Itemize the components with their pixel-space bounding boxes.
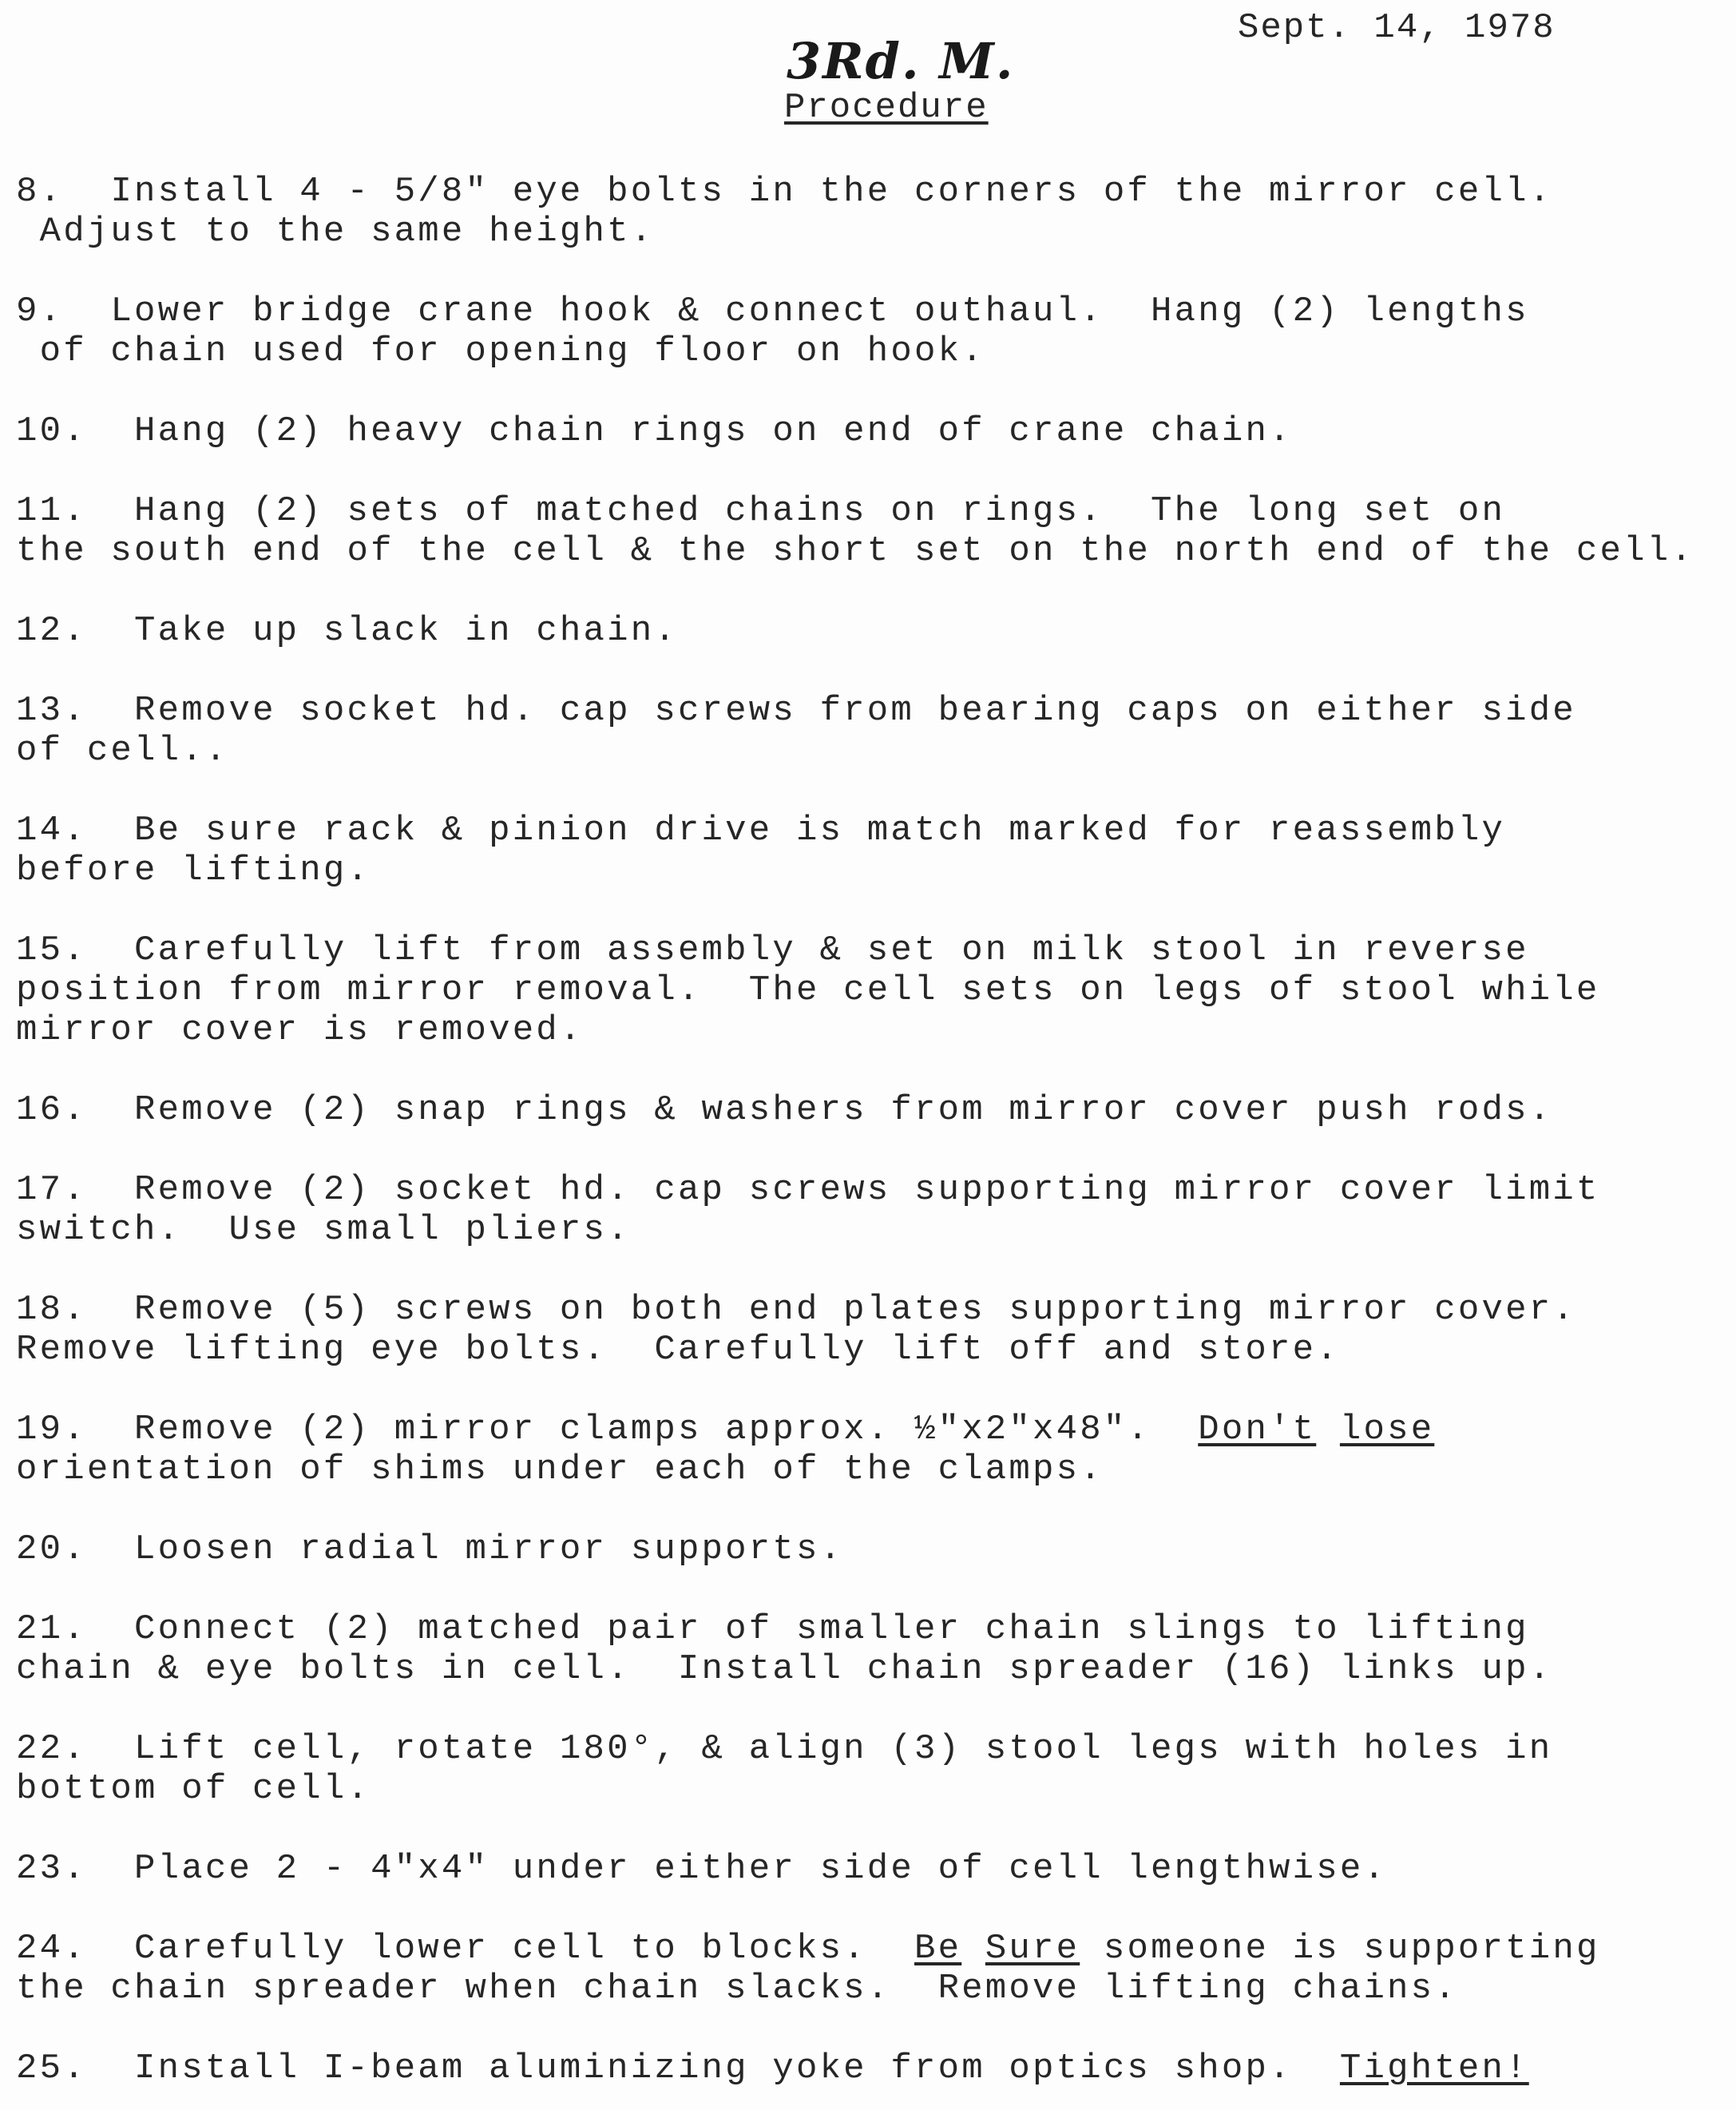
step-number: 22. [16, 1729, 87, 1769]
underlined-text: Tighten! [1339, 2049, 1529, 2088]
step-9 [16, 292, 1717, 371]
step-text: Hang (2) heavy chain rings on end of crane chain. [134, 411, 1293, 451]
step-text: Install I-beam aluminizing yoke from optics shop. [134, 2049, 1293, 2088]
step-text: Connect (2) matched pair of smaller chain slings to lifting [134, 1609, 1529, 1649]
step-number: 17. [16, 1170, 87, 1210]
step-text: Lift cell, rotate 180°, & align (3) stool legs with holes in [134, 1729, 1553, 1769]
step-number: 21. [16, 1609, 87, 1649]
step-text: Hang (2) sets of matched chains on rings. The long set on [134, 491, 1506, 531]
step-text: Loosen radial mirror supports. [134, 1529, 844, 1569]
step-text: Remove lifting eye bolts. Carefully lift off and store. [16, 1330, 1340, 1370]
step-number: 13. [16, 691, 87, 731]
underlined-text: Don't [1198, 1410, 1317, 1450]
step-text: before lifting. [16, 851, 371, 890]
step-number: 9. [16, 292, 64, 331]
step-text: Remove (2) socket hd. cap screws supporting mirror cover limit [134, 1170, 1600, 1210]
step-18 [16, 1290, 1717, 1370]
step-number: 19. [16, 1410, 87, 1450]
step-17 [16, 1170, 1717, 1250]
step-text: Remove socket hd. cap screws from bearing caps on either side [134, 691, 1576, 731]
step-text: mirror cover is removed. [16, 1010, 584, 1050]
step-24 [16, 1929, 1717, 2009]
step-12 [16, 611, 1717, 651]
step-number: 11. [16, 491, 87, 531]
step-text: Carefully lower cell to blocks. [134, 1929, 867, 1969]
step-text: the south end of the cell & the short set on the north end of the cell. [16, 531, 1694, 571]
step-text: Remove (2) snap rings & washers from mirror cover push rods. [134, 1090, 1553, 1130]
step-text: of cell.. [16, 731, 229, 771]
step-text: Be sure rack & pinion drive is match marked for reassembly [134, 811, 1506, 851]
step-number: 24. [16, 1929, 87, 1969]
step-text: Remove (2) mirror clamps approx. ½"x2"x48". [134, 1410, 1151, 1450]
step-text: Remove (5) screws on both end plates supporting mirror cover. [134, 1290, 1576, 1330]
step-number: 18. [16, 1290, 87, 1330]
step-text: Install 4 - 5/8" eye bolts in the corners of the mirror cell. [110, 172, 1553, 212]
step-text: the chain spreader when chain slacks. Remove lifting chains. [16, 1969, 1458, 2009]
step-text: Place 2 - 4"x4" under either side of cell lengthwise. [134, 1849, 1388, 1889]
step-8 [16, 172, 1717, 252]
step-number: 8. [16, 172, 64, 212]
step-16 [16, 1090, 1717, 1130]
step-text: someone is supporting [1103, 1929, 1600, 1969]
step-number: 15. [16, 930, 87, 970]
step-number: 20. [16, 1529, 87, 1569]
step-text: Lower bridge crane hook & connect outhaul. Hang (2) lengths [110, 292, 1529, 331]
step-number: 14. [16, 811, 87, 851]
document-date: Sept. 14, 1978 [1238, 8, 1556, 48]
step-14 [16, 811, 1717, 890]
step-text: switch. Use small pliers. [16, 1210, 631, 1250]
step-number: 12. [16, 611, 87, 651]
step-20 [16, 1529, 1717, 1569]
procedure-title: Procedure [784, 88, 989, 128]
step-text: Carefully lift from assembly & set on milk stool in reverse [134, 930, 1529, 970]
step-13 [16, 691, 1717, 771]
step-25 [16, 2049, 1717, 2088]
step-15 [16, 930, 1717, 1050]
step-text: chain & eye bolts in cell. Install chain spreader (16) links up. [16, 1649, 1553, 1689]
step-number: 25. [16, 2049, 87, 2088]
step-19 [16, 1410, 1717, 1489]
underlined-text: Be [914, 1929, 962, 1969]
step-text: of chain used for opening floor on hook. [39, 331, 985, 371]
step-11 [16, 491, 1717, 571]
step-number: 23. [16, 1849, 87, 1889]
step-text: Take up slack in chain. [134, 611, 678, 651]
step-10 [16, 411, 1717, 451]
step-text: Adjust to the same height. [39, 212, 655, 252]
step-text: orientation of shims under each of the clamps. [16, 1450, 1104, 1489]
underlined-text: lose [1339, 1410, 1435, 1450]
step-number: 16. [16, 1090, 87, 1130]
step-23 [16, 1849, 1717, 1889]
handwritten-note: 3Rd. M. [787, 32, 1015, 90]
step-number: 10. [16, 411, 87, 451]
step-text: position from mirror removal. The cell sets on legs of stool while [16, 970, 1600, 1010]
step-text: bottom of cell. [16, 1769, 371, 1809]
underlined-text: Sure [985, 1929, 1080, 1969]
step-21 [16, 1609, 1717, 1689]
step-22 [16, 1729, 1717, 1809]
